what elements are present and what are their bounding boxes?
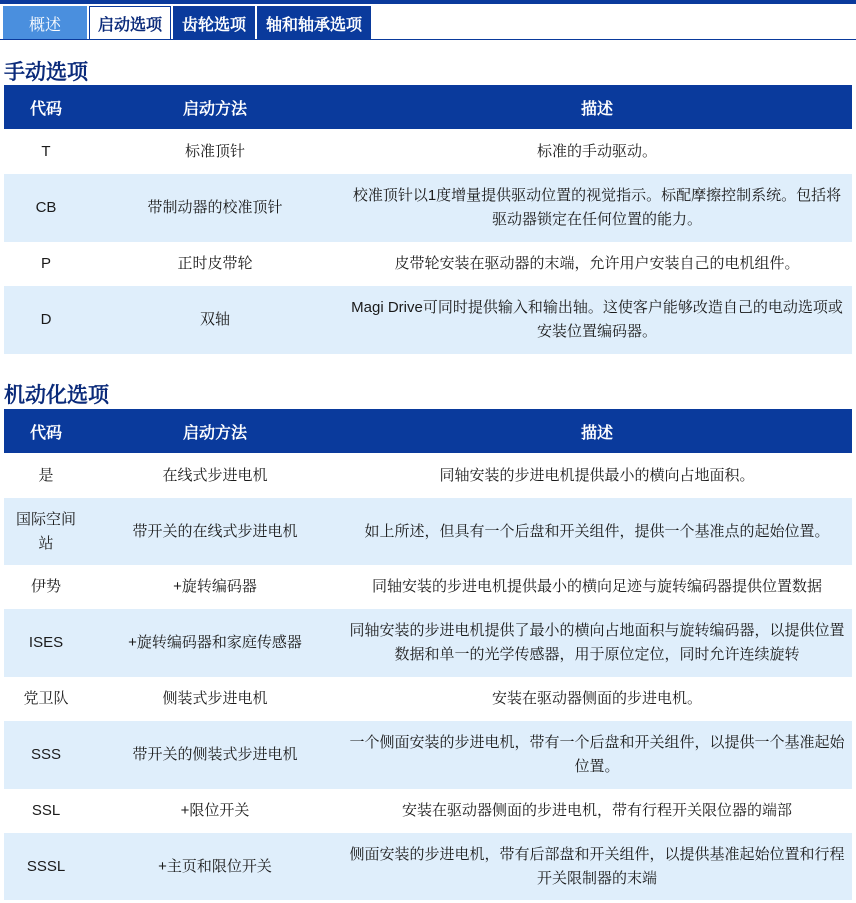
motorized-options-table: [4, 409, 852, 900]
cell-description: 一个侧面安装的步进电机，带有一个后盘和开关组件，以提供一个基准起始位置。: [342, 721, 852, 789]
cell-code: 党卫队: [23, 690, 69, 707]
column-header-code: 代码: [4, 409, 88, 453]
table-row: [4, 721, 852, 789]
table-row: [4, 789, 852, 833]
cell-method: +旋转编码器和家庭传感器: [88, 609, 342, 677]
cell-code: SSS: [4, 721, 88, 789]
cell-code: 国际空间站: [4, 498, 88, 565]
cell-description: 如上所述，但具有一个后盘和开关组件，提供一个基准点的起始位置。: [342, 498, 852, 565]
cell-description: 安装在驱动器侧面的步进电机。: [491, 690, 702, 707]
cell-method: 标准顶针: [184, 142, 245, 160]
motorized-section-title: 机动化选项: [4, 384, 109, 407]
cell-code: D: [4, 286, 88, 354]
tab-bar: [3, 6, 373, 40]
cell-code: 是: [38, 466, 54, 484]
table-row: [4, 565, 852, 609]
cell-code: P: [40, 255, 51, 272]
tab-shaft-bearing-options[interactable]: 轴和轴承选项: [257, 6, 371, 40]
table-row: [4, 286, 852, 354]
table-row: [4, 609, 852, 677]
cell-description: 安装在驱动器侧面的步进电机，带有行程开关限位器的端部: [401, 802, 792, 819]
cell-description: 校准顶针以1度增量提供驱动位置的视觉指示。标配摩擦控制系统。包括将驱动器锁定在任何位置的能力。: [342, 174, 852, 242]
cell-method: 正时皮带轮: [177, 255, 253, 272]
cell-code: 伊势: [30, 578, 61, 595]
table-row: [4, 498, 852, 565]
table-row: [4, 174, 852, 242]
cell-code: SSL: [31, 802, 61, 819]
tab-startup-options[interactable]: 启动选项: [89, 6, 171, 40]
cell-method: +限位开关: [180, 802, 250, 819]
top-accent-bar: [0, 0, 856, 4]
column-header-description: 描述: [342, 85, 852, 129]
tab-overview[interactable]: 概述: [3, 6, 87, 40]
table-row: [4, 129, 852, 174]
table-row: [4, 833, 852, 900]
cell-method: 侧装式步进电机: [162, 690, 268, 707]
cell-method: +旋转编码器: [173, 578, 257, 595]
table-row: [4, 453, 852, 498]
manual-options-table: [4, 85, 852, 354]
column-header-method: 启动方法: [88, 85, 342, 129]
tab-gear-options[interactable]: 齿轮选项: [173, 6, 255, 40]
manual-section-title: 手动选项: [4, 61, 88, 84]
cell-method: 双轴: [88, 286, 342, 354]
column-header-method: 启动方法: [88, 409, 342, 453]
cell-description: 皮带轮安装在驱动器的末端，允许用户安装自己的电机组件。: [394, 255, 800, 272]
cell-method: 带开关的侧装式步进电机: [88, 721, 342, 789]
cell-code: SSSL: [4, 833, 88, 900]
cell-description: Magi Drive可同时提供输入和输出轴。这使客户能够改造自己的电动选项或安装位置编码器。: [342, 286, 852, 354]
table-row: [4, 242, 852, 286]
table-header-row: [4, 409, 852, 453]
cell-method: 带开关的在线式步进电机: [88, 498, 342, 565]
column-header-code: 代码: [4, 85, 88, 129]
table-header-row: [4, 85, 852, 129]
column-header-description: 描述: [342, 409, 852, 453]
cell-method: 带制动器的校准顶针: [88, 174, 342, 242]
cell-method: +主页和限位开关: [88, 833, 342, 900]
tab-underline: [0, 39, 856, 40]
cell-code: CB: [4, 174, 88, 242]
cell-description: 同轴安装的步进电机提供了最小的横向占地面积与旋转编码器，以提供位置数据和单一的光学传感器，用于原位定位，同时允许连续旋转: [342, 609, 852, 677]
cell-description: 标准的手动驱动。: [536, 142, 657, 160]
cell-method: 在线式步进电机: [162, 466, 268, 484]
cell-code: T: [41, 142, 51, 160]
cell-description: 同轴安装的步进电机提供最小的横向足迹与旋转编码器提供位置数据: [371, 578, 822, 595]
cell-description: 同轴安装的步进电机提供最小的横向占地面积。: [439, 466, 755, 484]
table-row: [4, 677, 852, 721]
cell-code: ISES: [4, 609, 88, 677]
cell-description: 侧面安装的步进电机，带有后部盘和开关组件，以提供基准起始位置和行程开关限制器的末端: [342, 833, 852, 900]
